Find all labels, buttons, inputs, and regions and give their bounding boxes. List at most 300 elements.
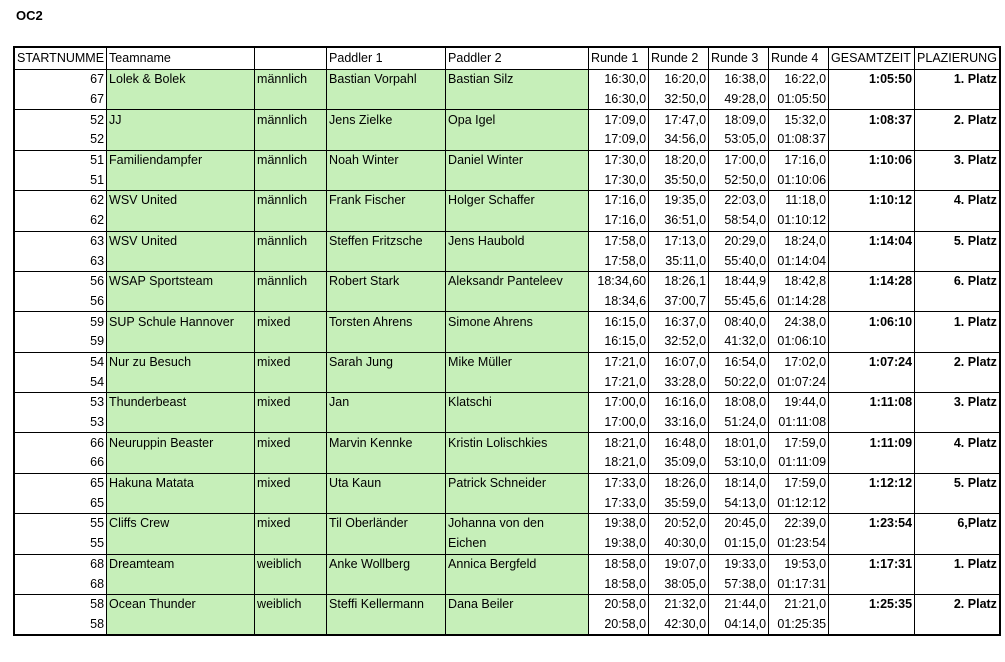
cumulative-time-3: 53:10,0 [709,453,769,473]
lap-time-3: 16:54,0 [709,352,769,372]
team-row [14,110,1000,130]
paddler-2: Patrick Schneider [446,473,589,493]
placement: 5. Platz [915,473,1000,493]
start-number: 53 [14,413,107,433]
lap-time-3: 21:44,0 [709,594,769,614]
start-number: 55 [14,534,107,554]
lap-time-4: 22:39,0 [769,514,829,534]
lap-time-3: 17:00,0 [709,150,769,170]
placement: 1. Platz [915,554,1000,574]
team-class-empty [255,251,327,271]
lap-time-2: 19:07,0 [649,554,709,574]
team-row [14,271,1000,291]
placement-empty [915,493,1000,513]
cumulative-time-1: 19:38,0 [589,534,649,554]
paddler-2: Aleksandr Panteleev [446,271,589,291]
paddler-1: Robert Stark [327,271,446,291]
cumulative-time-1: 18:21,0 [589,453,649,473]
paddler-1: Anke Wollberg [327,554,446,574]
col-header-runde-2: Runde 2 [649,47,709,70]
paddler-2-continued [446,170,589,190]
team-name-empty [107,453,255,473]
lap-time-1: 17:00,0 [589,393,649,413]
cumulative-time-2: 35:11,0 [649,251,709,271]
cumulative-row [14,130,1000,150]
lap-time-4: 17:16,0 [769,150,829,170]
paddler-1: Jan [327,393,446,413]
team-row [14,352,1000,372]
cumulative-time-3: 50:22,0 [709,372,769,392]
start-number: 52 [14,130,107,150]
start-number: 56 [14,292,107,312]
paddler-1: Bastian Vorpahl [327,70,446,90]
cumulative-time-3: 41:32,0 [709,332,769,352]
lap-time-4: 11:18,0 [769,191,829,211]
cumulative-row [14,574,1000,594]
lap-time-4: 18:42,8 [769,271,829,291]
team-name: WSAP Sportsteam [107,271,255,291]
cumulative-row [14,211,1000,231]
lap-time-1: 20:58,0 [589,594,649,614]
team-class: männlich [255,271,327,291]
team-class-empty [255,130,327,150]
col-header-startnummer: STARTNUMME [14,47,107,70]
paddler-1-empty [327,130,446,150]
cumulative-time-4: 01:10:12 [769,211,829,231]
lap-time-3: 08:40,0 [709,312,769,332]
start-number: 62 [14,211,107,231]
paddler-1-empty [327,292,446,312]
start-number: 68 [14,574,107,594]
cumulative-time-1: 16:30,0 [589,90,649,110]
cumulative-time-2: 34:56,0 [649,130,709,150]
placement: 1. Platz [915,312,1000,332]
team-class-empty [255,372,327,392]
lap-time-4: 16:22,0 [769,70,829,90]
total-time-empty [829,615,915,636]
team-name: SUP Schule Hannover [107,312,255,332]
cumulative-row [14,534,1000,554]
placement: 4. Platz [915,433,1000,453]
lap-time-2: 19:35,0 [649,191,709,211]
paddler-2-continued [446,292,589,312]
total-time-empty [829,413,915,433]
cumulative-row [14,251,1000,271]
cumulative-time-2: 33:28,0 [649,372,709,392]
col-header-paddler-2: Paddler 2 [446,47,589,70]
cumulative-time-1: 17:00,0 [589,413,649,433]
cumulative-time-4: 01:06:10 [769,332,829,352]
cumulative-time-2: 40:30,0 [649,534,709,554]
lap-time-4: 17:59,0 [769,433,829,453]
cumulative-time-4: 01:25:35 [769,615,829,636]
cumulative-time-4: 01:17:31 [769,574,829,594]
cumulative-time-1: 18:34,6 [589,292,649,312]
placement-empty [915,170,1000,190]
cumulative-time-1: 17:16,0 [589,211,649,231]
cumulative-time-4: 01:05:50 [769,90,829,110]
lap-time-4: 17:02,0 [769,352,829,372]
paddler-2-continued [446,251,589,271]
lap-time-1: 17:33,0 [589,473,649,493]
lap-time-4: 21:21,0 [769,594,829,614]
cumulative-row [14,615,1000,636]
col-header-class [255,47,327,70]
paddler-2-continued [446,372,589,392]
paddler-1-empty [327,251,446,271]
cumulative-row [14,332,1000,352]
team-row [14,393,1000,413]
cumulative-time-1: 16:15,0 [589,332,649,352]
header-row [14,47,1000,70]
team-name: Neuruppin Beaster [107,433,255,453]
team-name-empty [107,130,255,150]
paddler-2: Jens Haubold [446,231,589,251]
paddler-1-empty [327,211,446,231]
total-time: 1:11:09 [829,433,915,453]
paddler-1: Sarah Jung [327,352,446,372]
cumulative-time-4: 01:10:06 [769,170,829,190]
lap-time-3: 20:45,0 [709,514,769,534]
total-time: 1:11:08 [829,393,915,413]
cumulative-time-4: 01:11:08 [769,413,829,433]
lap-time-3: 20:29,0 [709,231,769,251]
lap-time-1: 17:58,0 [589,231,649,251]
team-class: mixed [255,393,327,413]
lap-time-4: 17:59,0 [769,473,829,493]
total-time: 1:14:28 [829,271,915,291]
paddler-2-continued [446,574,589,594]
total-time: 1:08:37 [829,110,915,130]
cumulative-row [14,90,1000,110]
team-name-empty [107,615,255,636]
team-name-empty [107,90,255,110]
team-name: WSV United [107,231,255,251]
col-header-gesamtzeit: GESAMTZEIT [829,47,915,70]
lap-time-2: 16:07,0 [649,352,709,372]
lap-time-1: 18:34,60 [589,271,649,291]
placement: 3. Platz [915,393,1000,413]
start-number: 51 [14,170,107,190]
cumulative-time-2: 37:00,7 [649,292,709,312]
placement-empty [915,90,1000,110]
start-number: 58 [14,594,107,614]
start-number: 51 [14,150,107,170]
cumulative-time-3: 53:05,0 [709,130,769,150]
lap-time-4: 19:53,0 [769,554,829,574]
team-name-empty [107,372,255,392]
team-name: Familiendampfer [107,150,255,170]
paddler-1-empty [327,90,446,110]
lap-time-4: 19:44,0 [769,393,829,413]
cumulative-time-3: 57:38,0 [709,574,769,594]
start-number: 56 [14,271,107,291]
paddler-2: Holger Schaffer [446,191,589,211]
placement-empty [915,574,1000,594]
cumulative-time-2: 38:05,0 [649,574,709,594]
team-name: Nur zu Besuch [107,352,255,372]
team-name: Ocean Thunder [107,594,255,614]
placement-empty [915,534,1000,554]
total-time-empty [829,170,915,190]
paddler-1-empty [327,615,446,636]
team-class-empty [255,332,327,352]
team-name-empty [107,332,255,352]
lap-time-4: 18:24,0 [769,231,829,251]
cumulative-time-1: 17:33,0 [589,493,649,513]
start-number: 67 [14,70,107,90]
paddler-2: Opa Igel [446,110,589,130]
cumulative-time-3: 55:40,0 [709,251,769,271]
team-name: Thunderbeast [107,393,255,413]
lap-time-3: 16:38,0 [709,70,769,90]
team-class: männlich [255,150,327,170]
total-time-empty [829,211,915,231]
team-class-empty [255,453,327,473]
paddler-1-empty [327,332,446,352]
team-class: männlich [255,191,327,211]
cumulative-time-2: 35:59,0 [649,493,709,513]
paddler-2: Annica Bergfeld [446,554,589,574]
paddler-2: Mike Müller [446,352,589,372]
cumulative-time-2: 33:16,0 [649,413,709,433]
lap-time-1: 17:09,0 [589,110,649,130]
cumulative-time-2: 35:09,0 [649,453,709,473]
total-time-empty [829,493,915,513]
team-row [14,473,1000,493]
team-row [14,514,1000,534]
paddler-1: Frank Fischer [327,191,446,211]
lap-time-3: 18:01,0 [709,433,769,453]
cumulative-row [14,292,1000,312]
placement: 3. Platz [915,150,1000,170]
start-number: 55 [14,514,107,534]
start-number: 62 [14,191,107,211]
placement: 2. Platz [915,594,1000,614]
start-number: 65 [14,473,107,493]
cumulative-time-2: 36:51,0 [649,211,709,231]
cumulative-time-2: 32:50,0 [649,90,709,110]
total-time-empty [829,574,915,594]
team-name-empty [107,251,255,271]
cumulative-time-3: 55:45,6 [709,292,769,312]
team-name: WSV United [107,191,255,211]
cumulative-time-2: 32:52,0 [649,332,709,352]
placement: 1. Platz [915,70,1000,90]
lap-time-1: 17:16,0 [589,191,649,211]
paddler-2-continued: Eichen [446,534,589,554]
total-time-empty [829,453,915,473]
paddler-1: Noah Winter [327,150,446,170]
total-time: 1:05:50 [829,70,915,90]
team-name: JJ [107,110,255,130]
cumulative-row [14,453,1000,473]
total-time-empty [829,90,915,110]
team-class: männlich [255,231,327,251]
col-header-runde-1: Runde 1 [589,47,649,70]
start-number: 59 [14,312,107,332]
total-time-empty [829,372,915,392]
team-class-empty [255,211,327,231]
total-time-empty [829,534,915,554]
lap-time-1: 17:21,0 [589,352,649,372]
lap-time-1: 18:21,0 [589,433,649,453]
cumulative-time-3: 49:28,0 [709,90,769,110]
cumulative-time-4: 01:08:37 [769,130,829,150]
placement-empty [915,332,1000,352]
lap-time-2: 20:52,0 [649,514,709,534]
lap-time-1: 18:58,0 [589,554,649,574]
team-name-empty [107,211,255,231]
paddler-2: Dana Beiler [446,594,589,614]
lap-time-1: 17:30,0 [589,150,649,170]
lap-time-4: 15:32,0 [769,110,829,130]
results-body [14,70,1000,636]
paddler-1: Marvin Kennke [327,433,446,453]
team-name-empty [107,574,255,594]
paddler-2-continued [446,615,589,636]
team-row [14,231,1000,251]
team-row [14,191,1000,211]
lap-time-2: 18:26,1 [649,271,709,291]
paddler-1: Steffen Fritzsche [327,231,446,251]
total-time: 1:25:35 [829,594,915,614]
team-row [14,312,1000,332]
team-class: mixed [255,352,327,372]
placement-empty [915,130,1000,150]
lap-time-2: 16:48,0 [649,433,709,453]
total-time-empty [829,251,915,271]
lap-time-3: 18:44,9 [709,271,769,291]
team-class-empty [255,534,327,554]
cumulative-row [14,372,1000,392]
team-row [14,554,1000,574]
team-class-empty [255,493,327,513]
team-class: mixed [255,312,327,332]
start-number: 63 [14,231,107,251]
results-table [13,46,1001,636]
total-time-empty [829,130,915,150]
cumulative-time-1: 17:09,0 [589,130,649,150]
lap-time-2: 16:20,0 [649,70,709,90]
start-number: 65 [14,493,107,513]
paddler-2: Bastian Silz [446,70,589,90]
start-number: 54 [14,372,107,392]
placement-empty [915,292,1000,312]
start-number: 52 [14,110,107,130]
total-time: 1:10:12 [829,191,915,211]
cumulative-row [14,413,1000,433]
placement-empty [915,372,1000,392]
total-time: 1:12:12 [829,473,915,493]
placement: 6. Platz [915,271,1000,291]
team-class-empty [255,413,327,433]
placement: 2. Platz [915,352,1000,372]
cumulative-time-4: 01:14:04 [769,251,829,271]
paddler-1: Til Oberländer [327,514,446,534]
cumulative-time-3: 51:24,0 [709,413,769,433]
paddler-1-empty [327,574,446,594]
cumulative-time-3: 52:50,0 [709,170,769,190]
paddler-1: Torsten Ahrens [327,312,446,332]
paddler-2: Simone Ahrens [446,312,589,332]
cumulative-time-4: 01:11:09 [769,453,829,473]
paddler-1: Steffi Kellermann [327,594,446,614]
start-number: 66 [14,453,107,473]
total-time: 1:17:31 [829,554,915,574]
lap-time-1: 19:38,0 [589,514,649,534]
placement: 5. Platz [915,231,1000,251]
placement-empty [915,251,1000,271]
team-class-empty [255,170,327,190]
start-number: 59 [14,332,107,352]
paddler-2-continued [446,453,589,473]
paddler-1-empty [327,170,446,190]
team-class: mixed [255,473,327,493]
team-name: Lolek & Bolek [107,70,255,90]
cumulative-row [14,170,1000,190]
lap-time-2: 21:32,0 [649,594,709,614]
start-number: 67 [14,90,107,110]
lap-time-2: 17:13,0 [649,231,709,251]
start-number: 68 [14,554,107,574]
cumulative-time-1: 17:21,0 [589,372,649,392]
start-number: 66 [14,433,107,453]
cumulative-time-4: 01:07:24 [769,372,829,392]
paddler-1-empty [327,493,446,513]
paddler-1-empty [327,413,446,433]
paddler-2-continued [446,130,589,150]
placement-empty [915,413,1000,433]
total-time: 1:06:10 [829,312,915,332]
start-number: 54 [14,352,107,372]
col-header-runde-4: Runde 4 [769,47,829,70]
team-name: Cliffs Crew [107,514,255,534]
lap-time-2: 16:16,0 [649,393,709,413]
paddler-1-empty [327,453,446,473]
lap-time-2: 17:47,0 [649,110,709,130]
total-time: 1:07:24 [829,352,915,372]
team-class-empty [255,615,327,636]
placement: 4. Platz [915,191,1000,211]
cumulative-time-2: 35:50,0 [649,170,709,190]
total-time: 1:23:54 [829,514,915,534]
paddler-1: Jens Zielke [327,110,446,130]
col-header-paddler-1: Paddler 1 [327,47,446,70]
col-header-plazierung: PLAZIERUNG [915,47,1000,70]
paddler-2-continued [446,493,589,513]
lap-time-1: 16:15,0 [589,312,649,332]
cumulative-time-4: 01:14:28 [769,292,829,312]
team-name-empty [107,413,255,433]
total-time: 1:14:04 [829,231,915,251]
cumulative-time-1: 17:30,0 [589,170,649,190]
paddler-2-continued [446,332,589,352]
team-row [14,594,1000,614]
start-number: 53 [14,393,107,413]
team-name: Dreamteam [107,554,255,574]
paddler-1-empty [327,534,446,554]
start-number: 58 [14,615,107,636]
team-name-empty [107,292,255,312]
placement-empty [915,453,1000,473]
total-time-empty [829,292,915,312]
cumulative-time-2: 42:30,0 [649,615,709,636]
paddler-1: Uta Kaun [327,473,446,493]
page-title: OC2 [16,8,43,23]
cumulative-time-3: 04:14,0 [709,615,769,636]
team-class: männlich [255,110,327,130]
